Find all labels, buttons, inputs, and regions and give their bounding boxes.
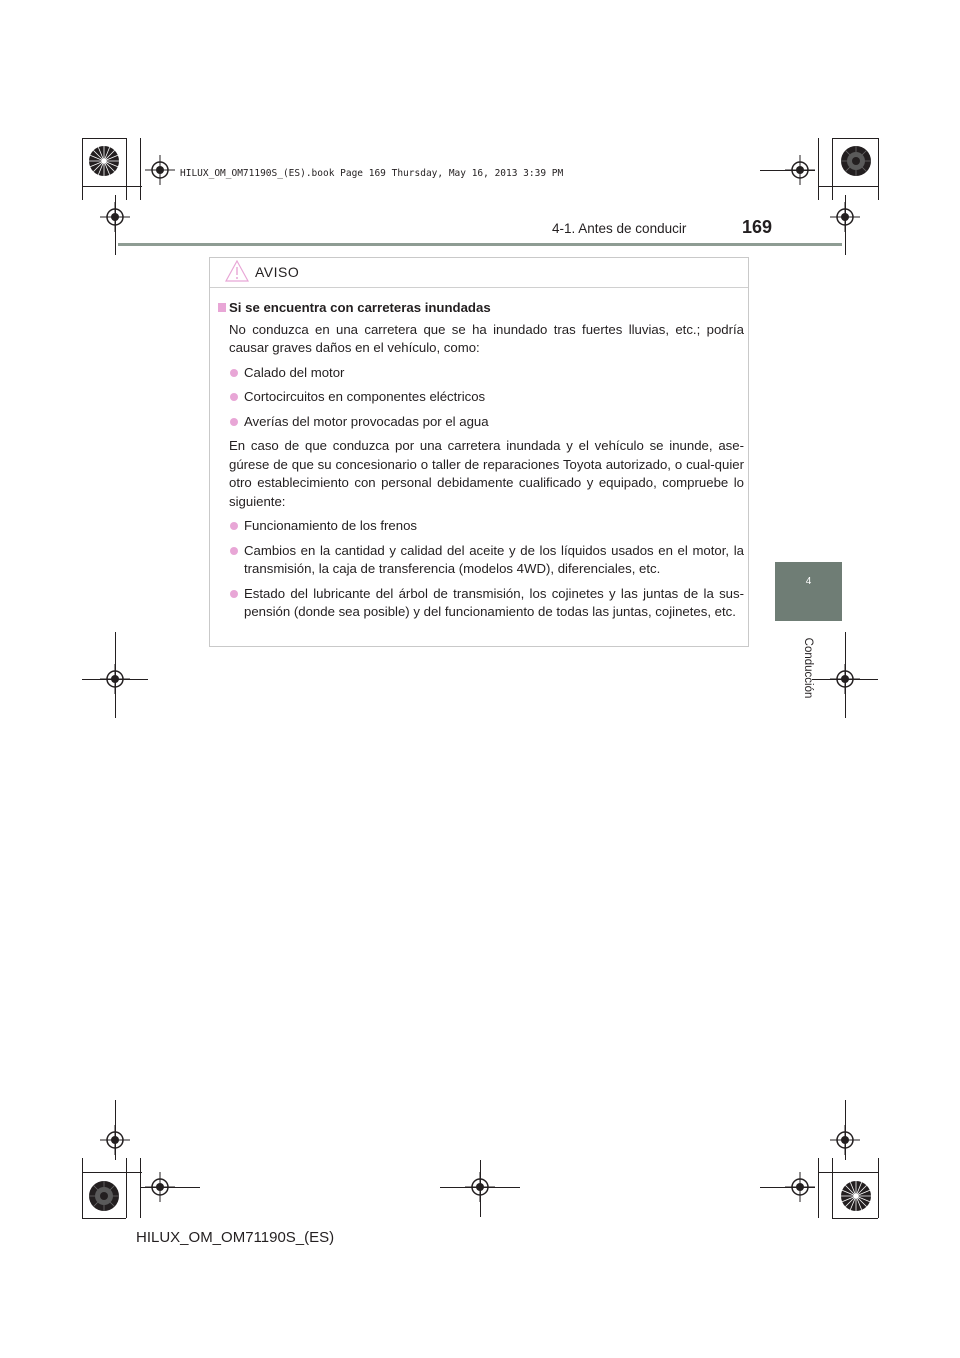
warning-header bbox=[210, 258, 748, 288]
intro-paragraph: No conduzca en una carretera que se ha inundado tras fuertes lluvias, etc.; podría causar graves daños en el vehículo, como: bbox=[229, 321, 744, 355]
chapter-number: 4 bbox=[805, 576, 812, 587]
book-metadata-line: HILUX_OM_OM71190S_(ES).book Page 169 Thursday, May 16, 2013 3:39 PM bbox=[180, 168, 564, 179]
list-item-text: Cortocircuitos en componentes eléctricos bbox=[244, 389, 486, 404]
registration-line bbox=[115, 632, 116, 718]
warning-box bbox=[209, 257, 749, 647]
starburst-target-icon bbox=[840, 1180, 872, 1212]
square-bullet-icon bbox=[218, 303, 226, 312]
list-item-text: Cambios en la cantidad y calidad del aceite y de los líquidos usados en el motor, la transmisión, la caja de transferencia (modelos 4WD), diferenciales, etc. bbox=[244, 542, 744, 576]
bullet-dot-icon bbox=[230, 590, 238, 598]
chapter-label bbox=[801, 633, 815, 703]
warning-triangle-icon bbox=[225, 260, 249, 282]
bullet-dot-icon bbox=[230, 418, 238, 426]
list-item bbox=[218, 388, 744, 407]
list-item bbox=[218, 517, 744, 536]
registration-line bbox=[845, 1100, 846, 1160]
list-item-text: Funcionamiento de los frenos bbox=[244, 518, 418, 533]
registration-line bbox=[115, 195, 116, 255]
warning-heading bbox=[218, 299, 744, 318]
registration-line bbox=[760, 170, 815, 171]
header-rule bbox=[118, 243, 842, 246]
bullet-dot-icon bbox=[230, 393, 238, 401]
section-title: 4-1. Antes de conducir bbox=[552, 221, 687, 236]
registration-line bbox=[82, 679, 148, 680]
bullet-dot-icon bbox=[230, 369, 238, 377]
registration-line bbox=[812, 679, 878, 680]
registration-mark-icon bbox=[145, 155, 175, 185]
starburst-target-icon bbox=[88, 1180, 120, 1212]
registration-line bbox=[480, 1160, 481, 1217]
list-item bbox=[218, 542, 744, 579]
middle-paragraph: En caso de que conduzca por una carretera inundada y el vehículo se inunde, ase-gúrese de que su concesionario o taller de reparaciones Toyota autorizado, o cual-quier otro establecimiento con personal debidamente cualificado y equipado, compruebe lo siguiente: bbox=[229, 438, 744, 509]
list-item-text: Estado del lubricante del árbol de transmisión, los cojinetes y las juntas de la sus-pensión (donde sea posible) y del funcionamiento de todas las juntas, cojinetes, etc. bbox=[244, 585, 744, 619]
list-item bbox=[218, 413, 744, 432]
registration-line bbox=[760, 1187, 815, 1188]
registration-line bbox=[845, 195, 846, 255]
chapter-tab bbox=[775, 562, 842, 621]
chapter-label-text: Conducción bbox=[802, 637, 814, 699]
page-number: 169 bbox=[742, 217, 773, 237]
registration-line bbox=[115, 1100, 116, 1160]
bullet-dot-icon bbox=[230, 547, 238, 555]
list-item-text: Averías del motor provocadas por el agua bbox=[244, 413, 489, 429]
list-item bbox=[218, 364, 744, 383]
list-item-text: Calado del motor bbox=[244, 364, 345, 380]
bullet-dot-icon bbox=[230, 522, 238, 530]
registration-line bbox=[845, 632, 846, 718]
starburst-target-icon bbox=[88, 145, 120, 177]
starburst-target-icon bbox=[840, 145, 872, 177]
warning-title: AVISO bbox=[255, 264, 300, 280]
footer-document-code: HILUX_OM_OM71190S_(ES) bbox=[136, 1229, 335, 1246]
registration-line bbox=[140, 1187, 200, 1188]
warning-heading-text: Si se encuentra con carreteras inundadas bbox=[229, 300, 491, 315]
list-item bbox=[218, 585, 744, 622]
warning-body bbox=[218, 299, 744, 622]
